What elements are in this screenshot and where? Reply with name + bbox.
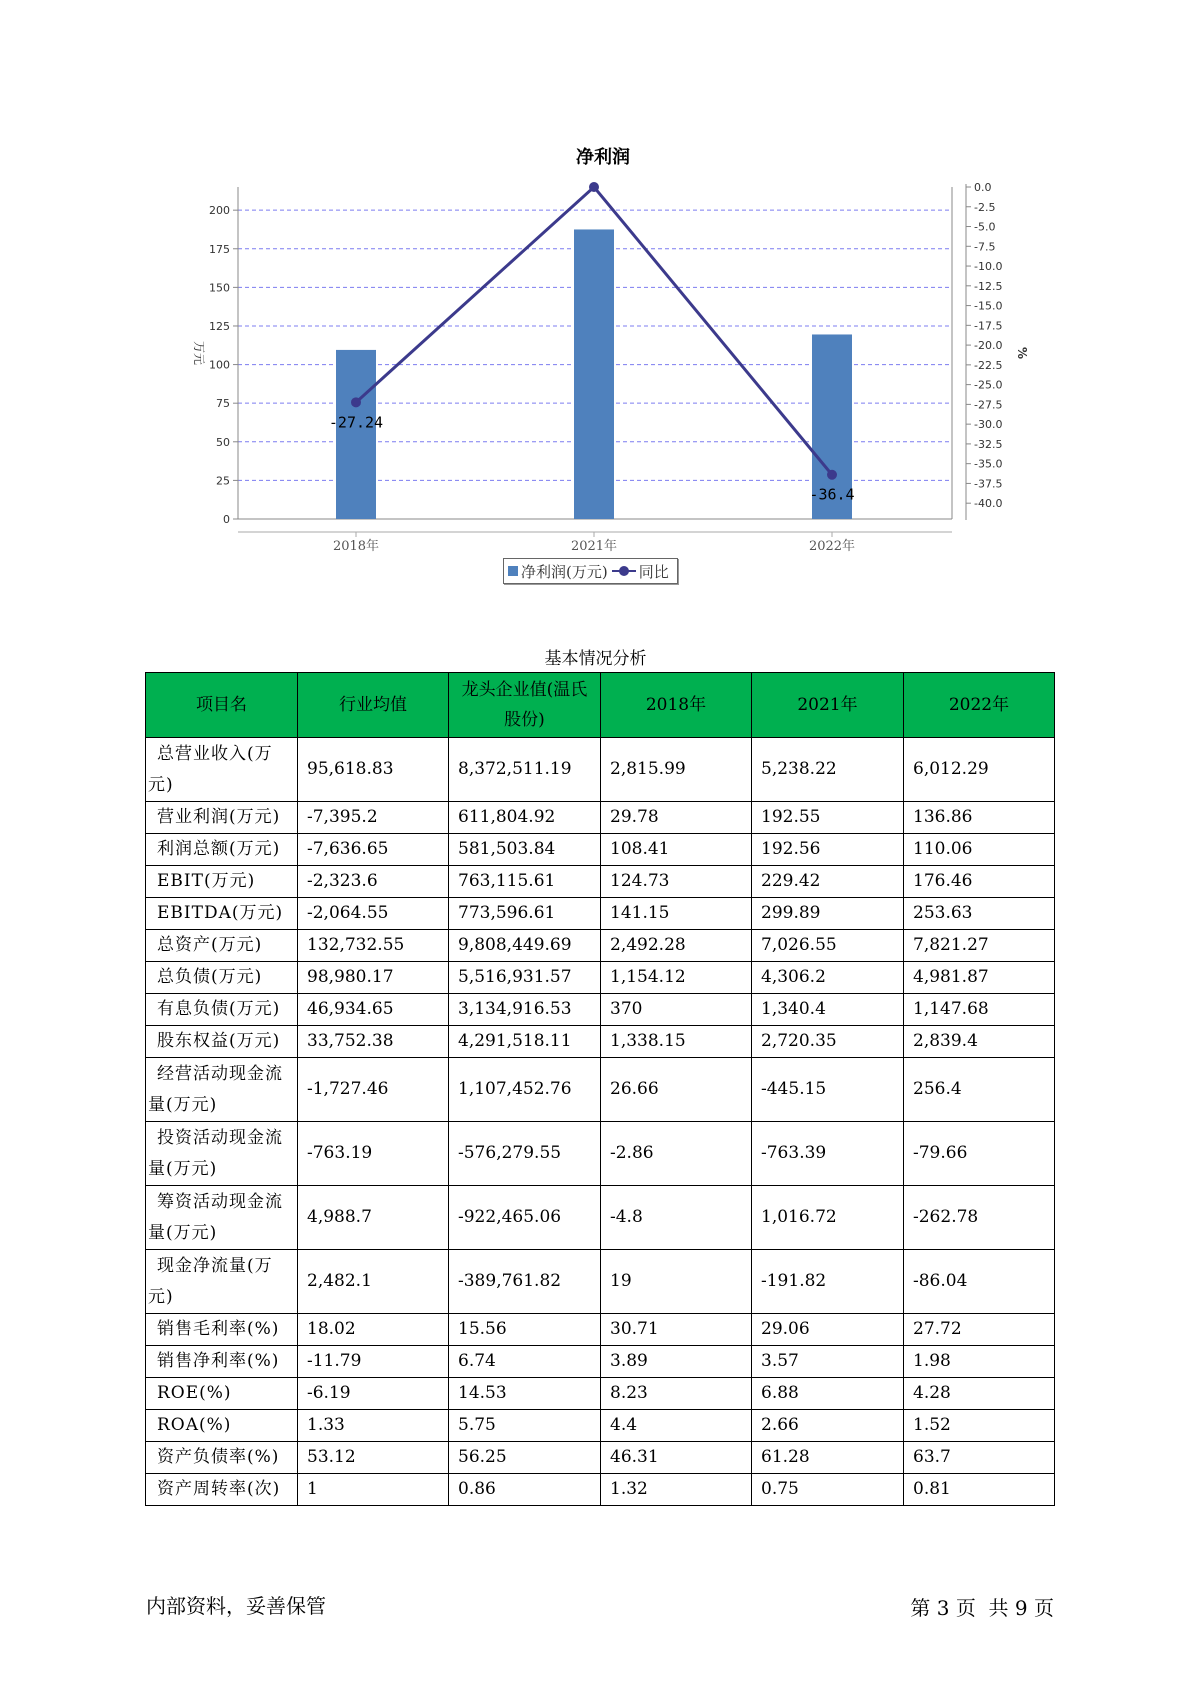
value-cell: 192.56 xyxy=(752,834,904,866)
table-row xyxy=(146,1122,1055,1186)
value-cell: 253.63 xyxy=(904,898,1055,930)
value-cell: -389,761.82 xyxy=(449,1250,601,1314)
x-tick-label: 2018年 xyxy=(332,539,380,554)
table-row xyxy=(146,866,1055,898)
row-name-label: 利润总额(万元) xyxy=(157,839,281,859)
value-cell: -2.86 xyxy=(601,1122,752,1186)
left-tick-label: 200 xyxy=(209,204,230,218)
row-name-label: 经营活动现金流量(万元) xyxy=(148,1063,283,1115)
left-tick-label: 75 xyxy=(216,397,230,411)
right-tick-label: -5.0 xyxy=(974,220,996,234)
value-cell: 1.98 xyxy=(904,1346,1055,1378)
left-tick-label: 125 xyxy=(209,319,230,333)
table-row xyxy=(146,1250,1055,1314)
value-cell: 192.55 xyxy=(752,802,904,834)
row-name-cell xyxy=(146,1346,298,1378)
right-tick-label: -22.5 xyxy=(974,358,1003,372)
row-name-cell xyxy=(146,1378,298,1410)
right-tick-label: -2.5 xyxy=(974,200,996,214)
value-cell: 108.41 xyxy=(601,834,752,866)
row-name-cell xyxy=(146,1314,298,1346)
value-cell: 6.74 xyxy=(449,1346,601,1378)
table-row xyxy=(146,1186,1055,1250)
value-cell: 2,815.99 xyxy=(601,738,752,802)
value-cell: 30.71 xyxy=(601,1314,752,1346)
legend-line-marker xyxy=(612,565,636,577)
legend-bar-label: 净利润(万元) xyxy=(521,562,608,581)
value-cell: 1.52 xyxy=(904,1410,1055,1442)
value-cell: 6.88 xyxy=(752,1378,904,1410)
value-cell: 141.15 xyxy=(601,898,752,930)
right-tick-label: -35.0 xyxy=(974,457,1003,471)
row-name-label: 销售毛利率(%) xyxy=(157,1319,280,1339)
x-tick-label: 2022年 xyxy=(808,539,856,554)
value-cell: -922,465.06 xyxy=(449,1186,601,1250)
row-name-cell xyxy=(146,1442,298,1474)
y-axis-right-label: % xyxy=(1015,346,1029,360)
value-cell: -191.82 xyxy=(752,1250,904,1314)
row-name-label: 股东权益(万元) xyxy=(157,1031,281,1051)
value-cell: 9,808,449.69 xyxy=(449,930,601,962)
value-cell: 29.06 xyxy=(752,1314,904,1346)
value-cell: 5,238.22 xyxy=(752,738,904,802)
row-name-cell xyxy=(146,802,298,834)
table-row xyxy=(146,1442,1055,1474)
value-cell: -262.78 xyxy=(904,1186,1055,1250)
basic-analysis-table xyxy=(145,672,1055,1506)
right-tick-label: -7.5 xyxy=(974,240,996,254)
row-name-cell xyxy=(146,962,298,994)
right-tick-label: -27.5 xyxy=(974,398,1003,412)
y-axis-left-label: 万元 xyxy=(192,340,206,366)
value-cell: -11.79 xyxy=(298,1346,449,1378)
value-cell: 2,839.4 xyxy=(904,1026,1055,1058)
table-row xyxy=(146,834,1055,866)
value-cell: 0.81 xyxy=(904,1474,1055,1506)
row-name-label: ROA(%) xyxy=(157,1415,232,1435)
row-name-label: EBITDA(万元) xyxy=(157,903,284,923)
row-name-label: 有息负债(万元) xyxy=(157,999,281,1019)
value-cell: 1,154.12 xyxy=(601,962,752,994)
row-name-label: 总营业收入(万元) xyxy=(148,743,273,795)
value-cell: -763.19 xyxy=(298,1122,449,1186)
left-tick-label: 0 xyxy=(223,513,230,526)
row-name-cell xyxy=(146,1474,298,1506)
value-cell: 370 xyxy=(601,994,752,1026)
chart-title: 净利润 xyxy=(576,147,630,168)
right-tick-label: -17.5 xyxy=(974,319,1003,333)
left-tick-label: 175 xyxy=(209,242,230,256)
legend-item-bar xyxy=(508,561,608,582)
legend-bar-swatch xyxy=(508,566,518,576)
row-name-label: 资产周转率(次) xyxy=(157,1479,281,1499)
row-name-label: 筹资活动现金流量(万元) xyxy=(148,1191,283,1243)
value-cell: 132,732.55 xyxy=(298,930,449,962)
row-name-cell xyxy=(146,898,298,930)
value-cell: 1,107,452.76 xyxy=(449,1058,601,1122)
row-name-label: EBIT(万元) xyxy=(157,871,256,891)
header-cell: 项目名 xyxy=(146,673,298,738)
value-cell: -79.66 xyxy=(904,1122,1055,1186)
value-cell: 1,338.15 xyxy=(601,1026,752,1058)
value-cell: 3.89 xyxy=(601,1346,752,1378)
row-name-label: ROE(%) xyxy=(157,1383,232,1403)
table-row xyxy=(146,898,1055,930)
yoy-data-label: -27.24 xyxy=(328,413,384,432)
legend-item-line xyxy=(612,561,669,582)
left-tick-label: 150 xyxy=(209,281,230,295)
value-cell: 15.56 xyxy=(449,1314,601,1346)
value-cell: 18.02 xyxy=(298,1314,449,1346)
value-cell: 56.25 xyxy=(449,1442,601,1474)
table-row xyxy=(146,930,1055,962)
row-name-cell xyxy=(146,738,298,802)
value-cell: 19 xyxy=(601,1250,752,1314)
right-tick-label: -12.5 xyxy=(974,279,1003,293)
value-cell: 1,147.68 xyxy=(904,994,1055,1026)
value-cell: 1.33 xyxy=(298,1410,449,1442)
value-cell: 299.89 xyxy=(752,898,904,930)
value-cell: 773,596.61 xyxy=(449,898,601,930)
table-row xyxy=(146,738,1055,802)
value-cell: 8,372,511.19 xyxy=(449,738,601,802)
value-cell: 0.86 xyxy=(449,1474,601,1506)
value-cell: 7,821.27 xyxy=(904,930,1055,962)
row-name-cell xyxy=(146,1250,298,1314)
value-cell: 6,012.29 xyxy=(904,738,1055,802)
right-tick-label: -20.0 xyxy=(974,339,1003,353)
footer-confidential-note: 内部资料，妥善保管 xyxy=(146,1594,326,1618)
row-name-cell xyxy=(146,994,298,1026)
value-cell: -763.39 xyxy=(752,1122,904,1186)
table-row xyxy=(146,962,1055,994)
yoy-point-2021年 xyxy=(589,182,599,192)
value-cell: 0.75 xyxy=(752,1474,904,1506)
right-tick-label: -10.0 xyxy=(974,260,1003,274)
value-cell: 110.06 xyxy=(904,834,1055,866)
value-cell: 763,115.61 xyxy=(449,866,601,898)
right-tick-label: -37.5 xyxy=(974,477,1003,491)
row-name-cell xyxy=(146,1186,298,1250)
table-row xyxy=(146,1346,1055,1378)
right-tick-label: 0.0 xyxy=(974,181,992,194)
row-name-label: 投资活动现金流量(万元) xyxy=(148,1127,283,1179)
value-cell: 1,340.4 xyxy=(752,994,904,1026)
value-cell: 4.28 xyxy=(904,1378,1055,1410)
yoy-point-2018年 xyxy=(351,397,361,407)
value-cell: 53.12 xyxy=(298,1442,449,1474)
value-cell: 2.66 xyxy=(752,1410,904,1442)
value-cell: 1 xyxy=(298,1474,449,1506)
header-cell: 龙头企业值(温氏股份) xyxy=(449,673,601,738)
value-cell: -7,395.2 xyxy=(298,802,449,834)
value-cell: 3,134,916.53 xyxy=(449,994,601,1026)
yoy-data-label: -36.4 xyxy=(809,485,855,504)
table-row xyxy=(146,1378,1055,1410)
table-row xyxy=(146,994,1055,1026)
value-cell: 8.23 xyxy=(601,1378,752,1410)
table-header-row xyxy=(146,673,1055,738)
yoy-point-2022年 xyxy=(827,470,837,480)
right-tick-label: -32.5 xyxy=(974,437,1003,451)
value-cell: 136.86 xyxy=(904,802,1055,834)
value-cell: 3.57 xyxy=(752,1346,904,1378)
value-cell: 29.78 xyxy=(601,802,752,834)
row-name-label: 销售净利率(%) xyxy=(157,1351,280,1371)
header-cell: 2022年 xyxy=(904,673,1055,738)
value-cell: 46,934.65 xyxy=(298,994,449,1026)
row-name-cell xyxy=(146,1410,298,1442)
row-name-label: 资产负债率(%) xyxy=(157,1447,280,1467)
bar-2021年 xyxy=(574,229,614,519)
table-title: 基本情况分析 xyxy=(544,649,647,669)
value-cell: 4,306.2 xyxy=(752,962,904,994)
value-cell: 4,988.7 xyxy=(298,1186,449,1250)
value-cell: 229.42 xyxy=(752,866,904,898)
table-row xyxy=(146,1410,1055,1442)
value-cell: 176.46 xyxy=(904,866,1055,898)
value-cell: -576,279.55 xyxy=(449,1122,601,1186)
row-name-cell xyxy=(146,834,298,866)
net-profit-chart xyxy=(0,0,1191,600)
value-cell: 98,980.17 xyxy=(298,962,449,994)
row-name-label: 现金净流量(万元) xyxy=(148,1255,273,1307)
value-cell: -6.19 xyxy=(298,1378,449,1410)
value-cell: -445.15 xyxy=(752,1058,904,1122)
value-cell: 4,981.87 xyxy=(904,962,1055,994)
value-cell: -2,323.6 xyxy=(298,866,449,898)
value-cell: 124.73 xyxy=(601,866,752,898)
row-name-cell xyxy=(146,1122,298,1186)
header-cell: 2018年 xyxy=(601,673,752,738)
value-cell: 256.4 xyxy=(904,1058,1055,1122)
right-tick-label: -15.0 xyxy=(974,299,1003,313)
row-name-cell xyxy=(146,1026,298,1058)
value-cell: 2,482.1 xyxy=(298,1250,449,1314)
chart-canvas xyxy=(0,0,1191,600)
value-cell: -86.04 xyxy=(904,1250,1055,1314)
right-tick-label: -30.0 xyxy=(974,418,1003,432)
row-name-label: 营业利润(万元) xyxy=(157,807,281,827)
value-cell: 7,026.55 xyxy=(752,930,904,962)
value-cell: 63.7 xyxy=(904,1442,1055,1474)
header-cell: 行业均值 xyxy=(298,673,449,738)
value-cell: 2,720.35 xyxy=(752,1026,904,1058)
row-name-cell xyxy=(146,1058,298,1122)
x-tick-label: 2021年 xyxy=(570,539,618,554)
value-cell: -2,064.55 xyxy=(298,898,449,930)
value-cell: 1,016.72 xyxy=(752,1186,904,1250)
left-tick-label: 25 xyxy=(216,474,230,488)
row-name-cell xyxy=(146,930,298,962)
value-cell: 26.66 xyxy=(601,1058,752,1122)
left-tick-label: 50 xyxy=(216,435,230,449)
bar-2018年 xyxy=(336,350,376,519)
table-row xyxy=(146,1474,1055,1506)
value-cell: 95,618.83 xyxy=(298,738,449,802)
value-cell: 2,492.28 xyxy=(601,930,752,962)
table-row xyxy=(146,1026,1055,1058)
value-cell: 46.31 xyxy=(601,1442,752,1474)
table-row xyxy=(146,802,1055,834)
right-tick-label: -40.0 xyxy=(974,497,1003,511)
left-tick-label: 100 xyxy=(209,358,230,372)
footer-page-number: 第 3 页 共 9 页 xyxy=(910,1596,1054,1620)
header-cell: 2021年 xyxy=(752,673,904,738)
row-name-label: 总资产(万元) xyxy=(157,935,263,955)
value-cell: 27.72 xyxy=(904,1314,1055,1346)
value-cell: 5.75 xyxy=(449,1410,601,1442)
value-cell: 33,752.38 xyxy=(298,1026,449,1058)
right-tick-label: -25.0 xyxy=(974,378,1003,392)
value-cell: 5,516,931.57 xyxy=(449,962,601,994)
legend-line-label: 同比 xyxy=(638,562,669,581)
value-cell: 1.32 xyxy=(601,1474,752,1506)
value-cell: 14.53 xyxy=(449,1378,601,1410)
value-cell: 611,804.92 xyxy=(449,802,601,834)
value-cell: -7,636.65 xyxy=(298,834,449,866)
value-cell: 581,503.84 xyxy=(449,834,601,866)
row-name-label: 总负债(万元) xyxy=(157,967,263,987)
table-body xyxy=(146,738,1055,1506)
value-cell: 61.28 xyxy=(752,1442,904,1474)
table-row xyxy=(146,1058,1055,1122)
value-cell: -1,727.46 xyxy=(298,1058,449,1122)
value-cell: -4.8 xyxy=(601,1186,752,1250)
value-cell: 4,291,518.11 xyxy=(449,1026,601,1058)
value-cell: 4.4 xyxy=(601,1410,752,1442)
chart-legend xyxy=(503,558,678,584)
table-row xyxy=(146,1314,1055,1346)
row-name-cell xyxy=(146,866,298,898)
